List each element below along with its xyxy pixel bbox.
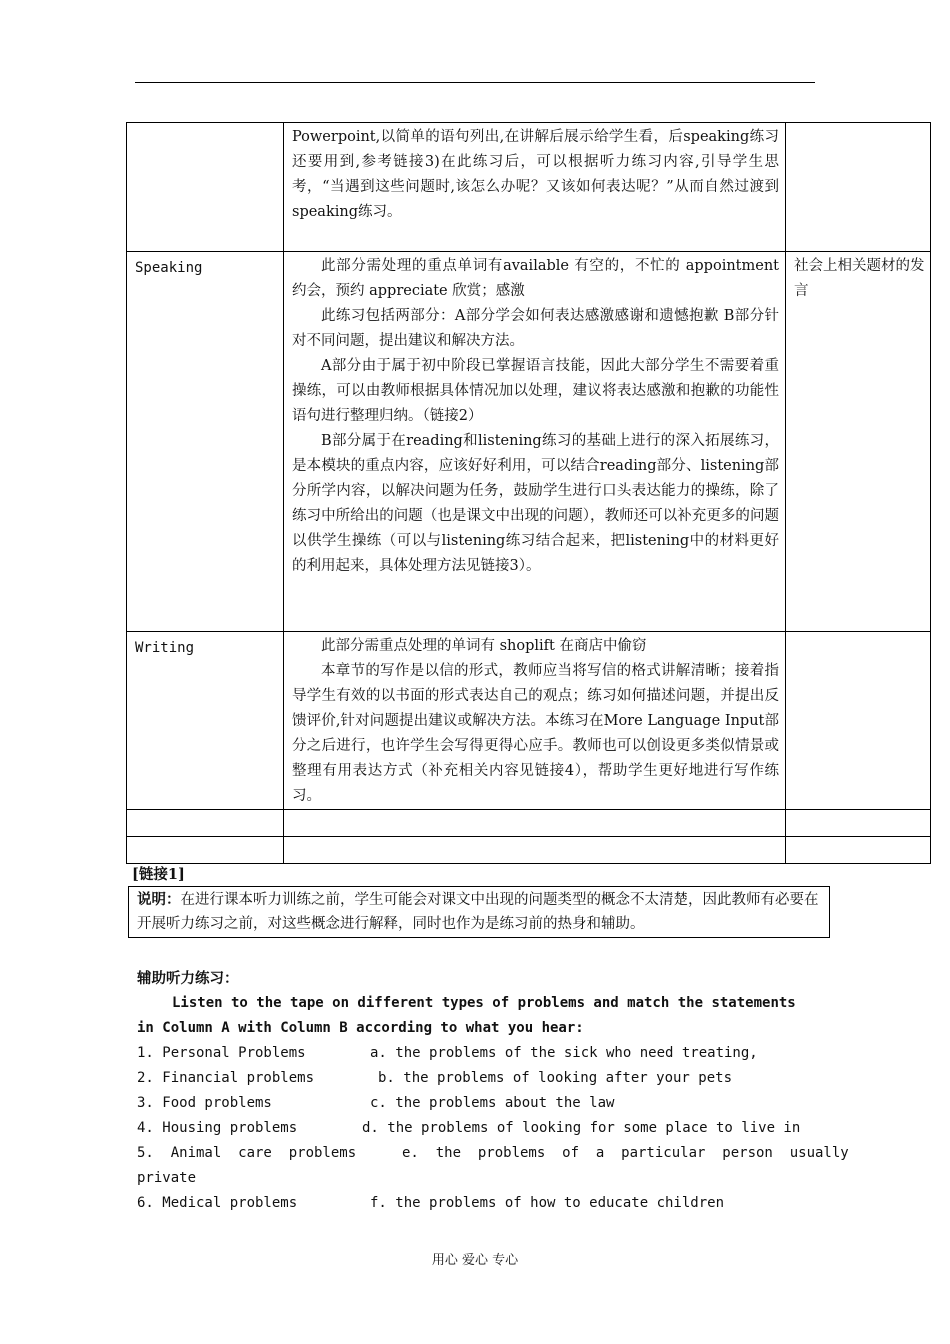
lesson-plan-table bbox=[126, 122, 931, 864]
instructions-line-2: in Column A with Column B according to what you hear: bbox=[137, 1020, 584, 1036]
note-box bbox=[128, 886, 830, 938]
column-b-item: d. the problems of looking for some place to live in bbox=[362, 1120, 801, 1136]
column-a-item: 6. Medical problems bbox=[137, 1195, 298, 1211]
row-side-cell bbox=[786, 252, 931, 632]
header-rule bbox=[135, 82, 815, 83]
speaking-part-b-paragraph: B部分属于在reading和listening练习的基础上进行的深入拓展练习，是本模块的重点内容，应该好好利用，可以结合reading部分、listening部分所学内容，以解决问题为任务，鼓励学生进行口头表达能力的操练，除了练习中所给出的问题（也是课文中出现的问题），教师还可以补充更多的问题以供学生操练（可以与listening练习结合起来，把listening中的材料更好的利用起来，具体处理方法见链接3）。 bbox=[292, 433, 779, 574]
speaking-parts-paragraph: 此练习包括两部分：A部分学会如何表达感激感谢和遗憾抱歉 B部分针对不同问题，提出建议和解决方法。 bbox=[292, 308, 779, 349]
column-a-item: 1. Personal Problems bbox=[137, 1045, 306, 1061]
row-label-cell bbox=[127, 252, 284, 632]
speaking-side-note: 社会上相关题材的发言 bbox=[794, 258, 925, 299]
column-b-wrap-text: private bbox=[137, 1170, 197, 1186]
instructions-line-1: Listen to the tape on different types of problems and match the statements bbox=[172, 995, 796, 1011]
column-b-item: a. the problems of the sick who need treating, bbox=[370, 1045, 758, 1061]
speaking-part-a-paragraph: A部分由于属于初中阶段已掌握语言技能，因此大部分学生不需要着重操练，可以由教师根据具体情况加以处理，建议将表达感激和抱歉的功能性语句进行整理归纳。（链接2） bbox=[292, 358, 779, 424]
note-label: 说明： bbox=[137, 891, 181, 908]
page-footer: 用心 爱心 专心 bbox=[431, 1253, 519, 1268]
row-label-cell bbox=[127, 632, 284, 810]
table-row bbox=[127, 123, 931, 252]
column-a-item: 3. Food problems bbox=[137, 1095, 272, 1111]
writing-vocab-paragraph: 此部分需重点处理的单词有 shoplift 在商店中偷窃 bbox=[321, 638, 647, 654]
writing-label: Writing bbox=[135, 640, 195, 656]
column-b-item: c. the problems about the law bbox=[370, 1095, 615, 1111]
speaking-vocab-paragraph: 此部分需处理的重点单词有available 有空的，不忙的 appointment 约会，预约 appreciate 欣赏；感激 bbox=[292, 258, 779, 299]
table-row-empty bbox=[127, 837, 931, 864]
column-b-item: e. the problems of a particular person usually bbox=[402, 1145, 849, 1161]
column-a-item: 2. Financial problems bbox=[137, 1070, 315, 1086]
row-content-cell bbox=[284, 123, 786, 252]
row-content-cell bbox=[284, 252, 786, 632]
column-a-item: 5. Animal care problems bbox=[137, 1145, 357, 1161]
table-row-writing bbox=[127, 632, 931, 810]
row-content-cell bbox=[284, 632, 786, 810]
column-b-item: b. the problems of looking after your pets bbox=[378, 1070, 733, 1086]
table-row-empty bbox=[127, 810, 931, 837]
exercise-instructions bbox=[137, 991, 815, 1041]
link1-heading: [链接1] bbox=[132, 866, 185, 883]
table-row-speaking bbox=[127, 252, 931, 632]
row-side-cell bbox=[786, 123, 931, 252]
speaking-label: Speaking bbox=[135, 260, 203, 276]
exercise-title: 辅助听力练习： bbox=[137, 970, 239, 987]
column-b-item: f. the problems of how to educate children bbox=[370, 1195, 725, 1211]
listening-continuation-text: Powerpoint,以简单的语句列出,在讲解后展示给学生看，后speaking练习还要用到,参考链接3)在此练习后，可以根据听力练习内容,引导学生思考，“当遇到这些问题时,该怎么办呢？又该如何表达呢？”从而自然过渡到speaking练习。 bbox=[292, 129, 779, 220]
column-a-item: 4. Housing problems bbox=[137, 1120, 298, 1136]
writing-body-paragraph: 本章节的写作是以信的形式，教师应当将写信的格式讲解清晰；接着指导学生有效的以书面的形式表达自己的观点；练习如何描述问题，并提出反馈评价,针对问题提出建议或解决方法。本练习在More Language Input部分之后进行，也许学生会写得更得心应手。教师也可以创设更多类似情景或整理有用表达方式（补充相关内容见链接4），帮助学生更好地进行写作练习。 bbox=[292, 663, 779, 804]
row-label-cell bbox=[127, 123, 284, 252]
note-text: 在进行课本听力训练之前，学生可能会对课文中出现的问题类型的概念不太清楚，因此教师有必要在开展听力练习之前，对这些概念进行解释，同时也作为是练习前的热身和辅助。 bbox=[137, 892, 819, 932]
row-side-cell bbox=[786, 632, 931, 810]
